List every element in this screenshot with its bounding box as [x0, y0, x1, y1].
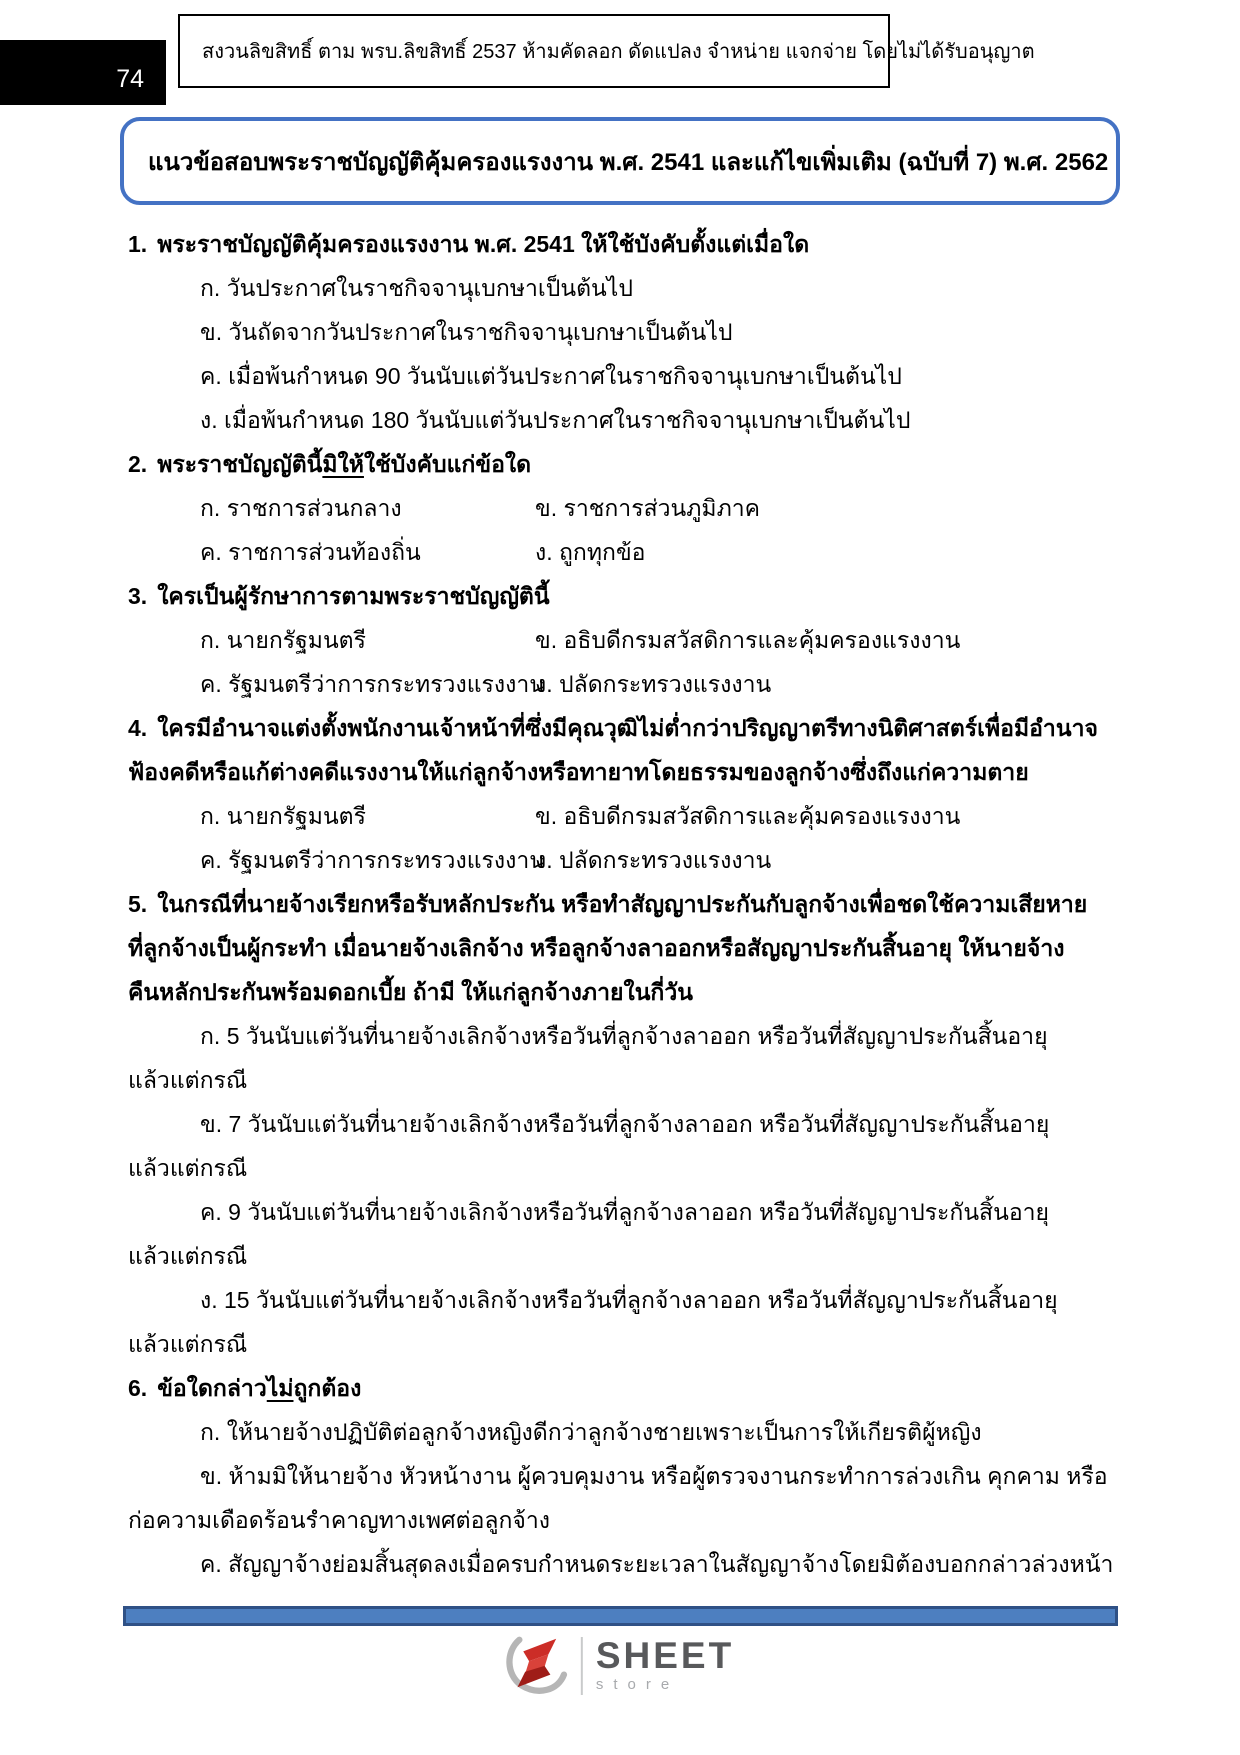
question-number: 2.: [128, 451, 148, 477]
question-number: 1.: [128, 231, 148, 257]
option-c-line-1: ค. 9 วันนับแต่วันที่นายจ้างเลิกจ้างหรือวันที่ลูกจ้างลาออก หรือวันที่สัญญาประกันสิ้นอายุ: [200, 1199, 1050, 1225]
option-row: [128, 794, 1118, 838]
question-3-heading: 3. ใครเป็นผู้รักษาการตามพระราชบัญญัตินี้: [128, 583, 550, 609]
option-d: ง. ปลัดกระทรวงแรงงาน: [535, 847, 772, 873]
option-b: ข. อธิบดีกรมสวัสดิการและคุ้มครองแรงงาน: [535, 803, 961, 829]
underlined-word: ไม่: [266, 1375, 294, 1401]
brand-subtitle: store: [595, 1675, 680, 1693]
option-d: ง. ถูกทุกข้อ: [535, 539, 646, 565]
option-c: ค. สัญญาจ้างย่อมสิ้นสุดลงเมื่อครบกำหนดระยะเวลาในสัญญาจ้างโดยมิต้องบอกกล่าวล่วงหน้า: [200, 1551, 1114, 1577]
option-b-line-2: ก่อความเดือดร้อนรำคาญทางเพศต่อลูกจ้าง: [128, 1507, 551, 1533]
sheet-store-logo: [506, 1632, 734, 1699]
question-number: 4.: [128, 715, 148, 741]
question-6-heading: 6. ข้อใดกล่าวไม่ถูกต้อง: [128, 1375, 362, 1401]
copyright-notice: สงวนลิขสิทธิ์ ตาม พรบ.ลิขสิทธิ์ 2537 ห้ามคัดลอก ดัดแปลง จำหน่าย แจกจ่าย โดยไม่ได้รับอนุญาต: [202, 41, 1035, 63]
option-a-line-2: แล้วแต่กรณี: [128, 1067, 248, 1093]
option-a: ก. วันประกาศในราชกิจจานุเบกษาเป็นต้นไป: [200, 275, 633, 301]
question-list: [128, 222, 1118, 1586]
option-b-line-2: แล้วแต่กรณี: [128, 1155, 248, 1181]
option-a-line-1: ก. 5 วันนับแต่วันที่นายจ้างเลิกจ้างหรือวันที่ลูกจ้างลาออก หรือวันที่สัญญาประกันสิ้นอายุ: [200, 1023, 1048, 1049]
logo-wordmark: [595, 1634, 735, 1693]
option-b: ข. ราชการส่วนภูมิภาค: [535, 495, 761, 521]
question-1-heading: 1. พระราชบัญญัติคุ้มครองแรงงาน พ.ศ. 2541 ให้ใช้บังคับตั้งแต่เมื่อใด: [128, 231, 810, 257]
option-d-line-1: ง. 15 วันนับแต่วันที่นายจ้างเลิกจ้างหรือวันที่ลูกจ้างลาออก หรือวันที่สัญญาประกันสิ้นอายุ: [200, 1287, 1058, 1313]
brand-name: SHEET: [595, 1634, 735, 1676]
question-number: 6.: [128, 1375, 148, 1401]
option-c-line-2: แล้วแต่กรณี: [128, 1243, 248, 1269]
option-c: ค. รัฐมนตรีว่าการกระทรวงแรงงาน: [200, 671, 545, 697]
question-1: [128, 222, 1118, 442]
page-number: 74: [116, 65, 144, 93]
question-5-heading-line-2: ที่ลูกจ้างเป็นผู้กระทำ เมื่อนายจ้างเลิกจ้าง หรือลูกจ้างลาออกหรือสัญญาประกันสิ้นอายุ ให้นายจ้าง: [128, 935, 1065, 961]
question-4-heading-line-1: 4. ใครมีอำนาจแต่งตั้งพนักงานเจ้าหน้าที่ซึ่งมีคุณวุฒิไม่ต่ำกว่าปริญญาตรีทางนิติศาสตร์เพื่อมีอำนาจ: [128, 715, 1098, 741]
option-d: ง. ปลัดกระทรวงแรงงาน: [535, 671, 772, 697]
option-d-line-2: แล้วแต่กรณี: [128, 1331, 248, 1357]
document-title-box: [120, 117, 1120, 205]
question-2: [128, 442, 1118, 574]
question-4-heading-line-2: ฟ้องคดีหรือแก้ต่างคดีแรงงานให้แก่ลูกจ้างหรือทายาทโดยธรรมของลูกจ้างซึ่งถึงแก่ความตาย: [128, 759, 1029, 785]
option-b: ข. อธิบดีกรมสวัสดิการและคุ้มครองแรงงาน: [535, 627, 961, 653]
question-number: 5.: [128, 891, 148, 917]
option-a: ก. นายกรัฐมนตรี: [200, 803, 366, 829]
question-4: [128, 706, 1118, 882]
question-5-heading-line-1: 5. ในกรณีที่นายจ้างเรียกหรือรับหลักประกัน หรือทำสัญญาประกันกับลูกจ้างเพื่อชดใช้ความเสียหาย: [128, 891, 1088, 917]
page-title: แนวข้อสอบพระราชบัญญัติคุ้มครองแรงงาน พ.ศ. 2541 และแก้ไขเพิ่มเติม (ฉบับที่ 7) พ.ศ. 2562: [148, 148, 1109, 176]
page-number-box: [0, 40, 166, 105]
question-5-heading-line-3: คืนหลักประกันพร้อมดอกเบี้ย ถ้ามี ให้แก่ลูกจ้างภายในกี่วัน: [128, 979, 693, 1005]
option-row: [128, 530, 1118, 574]
option-b-line-1: ข. 7 วันนับแต่วันที่นายจ้างเลิกจ้างหรือวันที่ลูกจ้างลาออก หรือวันที่สัญญาประกันสิ้นอายุ: [200, 1111, 1050, 1137]
underlined-word: มิให้: [322, 451, 364, 477]
option-c: ค. ราชการส่วนท้องถิ่น: [200, 539, 421, 565]
option-a: ก. นายกรัฐมนตรี: [200, 627, 366, 653]
footer-divider-bar: [123, 1606, 1118, 1626]
option-b-line-1: ข. ห้ามมิให้นายจ้าง หัวหน้างาน ผู้ควบคุมงาน หรือผู้ตรวจงานกระทำการล่วงเกิน คุกคาม หรือ: [200, 1463, 1108, 1489]
option-row: [128, 662, 1118, 706]
sheet-logo-icon: [506, 1632, 568, 1699]
option-b: ข. วันถัดจากวันประกาศในราชกิจจานุเบกษาเป็นต้นไป: [200, 319, 733, 345]
option-row: [128, 838, 1118, 882]
question-2-heading: 2. พระราชบัญญัตินี้มิให้ใช้บังคับแก่ข้อใด: [128, 451, 532, 477]
option-a: ก. ให้นายจ้างปฏิบัติต่อลูกจ้างหญิงดีกว่าลูกจ้างชายเพราะเป็นการให้เกียรติผู้หญิง: [200, 1419, 982, 1445]
option-d: ง. เมื่อพ้นกำหนด 180 วันนับแต่วันประกาศในราชกิจจานุเบกษาเป็นต้นไป: [200, 407, 911, 433]
logo-divider: [581, 1637, 583, 1695]
option-a: ก. ราชการส่วนกลาง: [200, 495, 402, 521]
option-c: ค. เมื่อพ้นกำหนด 90 วันนับแต่วันประกาศในราชกิจจานุเบกษาเป็นต้นไป: [200, 363, 902, 389]
option-row: [128, 486, 1118, 530]
option-row: [128, 618, 1118, 662]
question-5: [128, 882, 1118, 1366]
question-6: [128, 1366, 1118, 1586]
question-number: 3.: [128, 583, 148, 609]
question-3: [128, 574, 1118, 706]
copyright-notice-box: [178, 14, 1035, 88]
option-c: ค. รัฐมนตรีว่าการกระทรวงแรงงาน: [200, 847, 545, 873]
